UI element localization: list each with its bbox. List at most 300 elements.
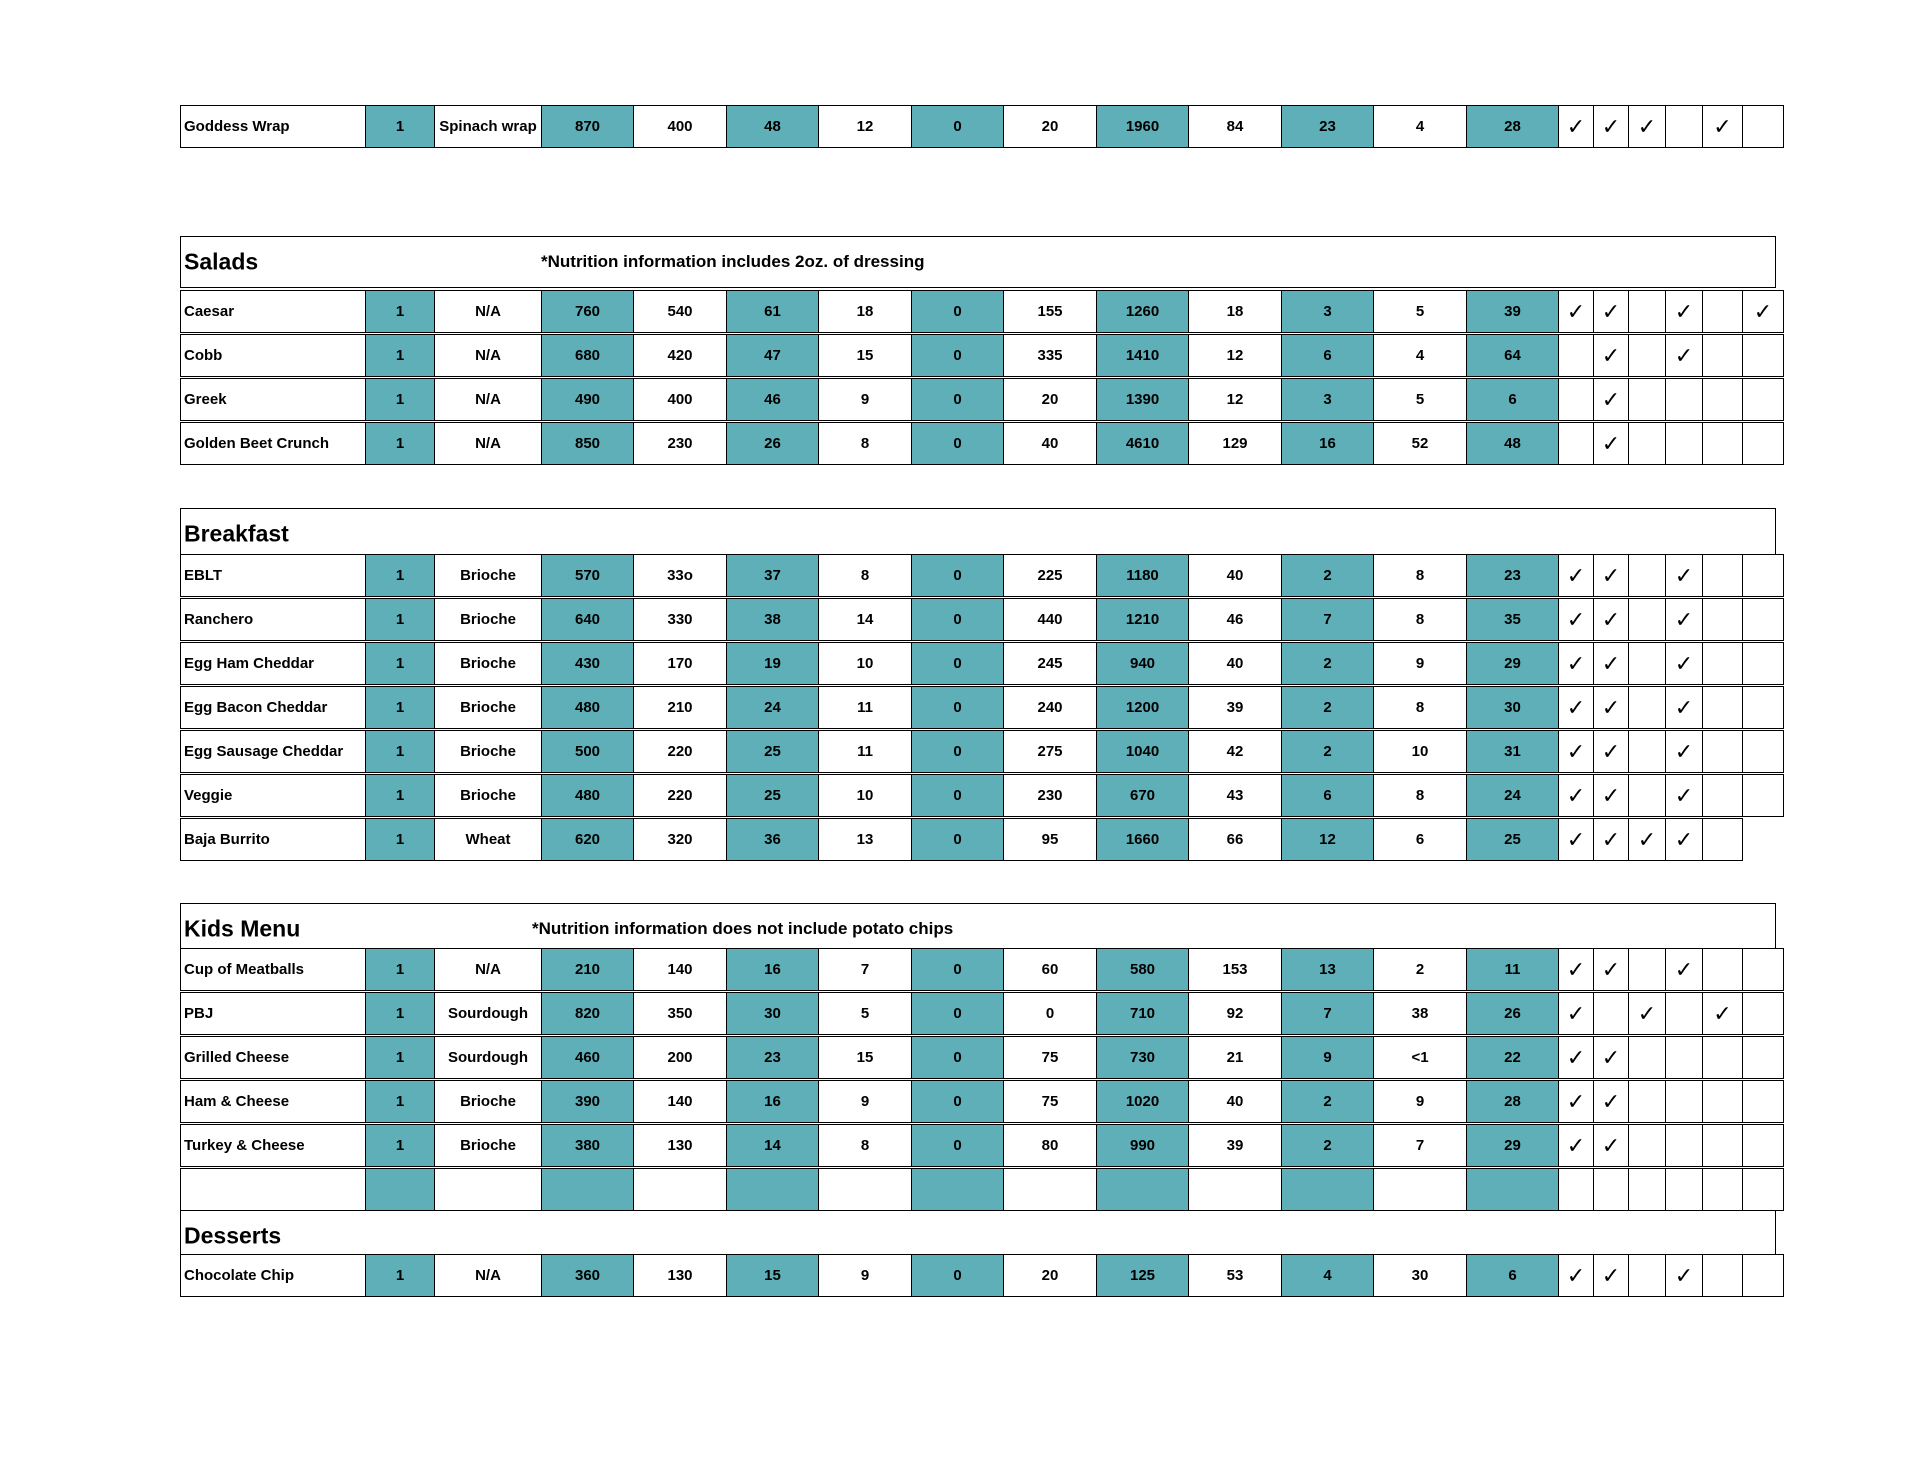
nutrition-value: 380 (541, 1124, 634, 1167)
table-row (180, 774, 1776, 817)
nutrition-value: 230 (633, 422, 727, 465)
nutrition-value: 420 (633, 334, 727, 377)
nutrition-value: 245 (1003, 642, 1097, 685)
check-empty (1742, 948, 1784, 991)
nutrition-value: 9 (1373, 1080, 1467, 1123)
nutrition-value: 680 (541, 334, 634, 377)
check-icon: ✓ (1593, 1036, 1629, 1079)
table-row (180, 948, 1776, 991)
item-name: Egg Ham Cheddar (180, 642, 366, 685)
check-empty (1558, 334, 1594, 377)
check-icon: ✓ (1593, 1254, 1629, 1297)
check-icon: ✓ (1628, 818, 1666, 861)
check-icon: ✓ (1593, 105, 1629, 148)
section-title: Desserts (184, 1222, 282, 1249)
nutrition-value: 130 (633, 1124, 727, 1167)
check-icon: ✓ (1593, 554, 1629, 597)
nutrition-value: 200 (633, 1036, 727, 1079)
nutrition-value: 25 (726, 774, 819, 817)
nutrition-value: 0 (911, 105, 1004, 148)
check-icon: ✓ (1665, 774, 1703, 817)
nutrition-value: 30 (726, 992, 819, 1035)
table-row (180, 1124, 1776, 1167)
nutrition-value: 8 (818, 554, 912, 597)
nutrition-value: 2 (1373, 948, 1467, 991)
check-icon: ✓ (1665, 730, 1703, 773)
nutrition-value: 31 (1466, 730, 1559, 773)
nutrition-value: 12 (1188, 378, 1282, 421)
section-note: *Nutrition information includes 2oz. of dressing (541, 252, 925, 271)
check-empty (1702, 554, 1743, 597)
bread-type: Spinach wrap (434, 105, 542, 148)
nutrition-value: 0 (911, 1036, 1004, 1079)
nutrition-value: 23 (726, 1036, 819, 1079)
nutrition-value: 10 (1373, 730, 1467, 773)
nutrition-value: 29 (1466, 642, 1559, 685)
nutrition-value: 2 (1281, 554, 1374, 597)
serving-qty: 1 (365, 334, 435, 377)
nutrition-value: 46 (1188, 598, 1282, 641)
table-row (180, 378, 1776, 421)
bread-type: Sourdough (434, 992, 542, 1035)
table-row (180, 105, 1776, 148)
nutrition-value: 220 (633, 774, 727, 817)
nutrition-value: 8 (1373, 774, 1467, 817)
serving-qty: 1 (365, 105, 435, 148)
bread-type: N/A (434, 334, 542, 377)
nutrition-value: 0 (911, 1124, 1004, 1167)
nutrition-value: 14 (726, 1124, 819, 1167)
check-empty (1702, 1168, 1743, 1211)
nutrition-value: 43 (1188, 774, 1282, 817)
nutrition-value: 10 (818, 642, 912, 685)
nutrition-value: 9 (818, 378, 912, 421)
nutrition-value: 500 (541, 730, 634, 773)
check-empty (1742, 642, 1784, 685)
check-empty (1702, 598, 1743, 641)
section-title: Salads (184, 248, 259, 275)
nutrition-value: 430 (541, 642, 634, 685)
nutrition-value: 0 (911, 290, 1004, 333)
nutrition-value: 3 (1281, 290, 1374, 333)
check-empty (1665, 105, 1703, 148)
check-icon: ✓ (1593, 1124, 1629, 1167)
check-empty (1742, 1080, 1784, 1123)
nutrition-value: 26 (1466, 992, 1559, 1035)
nutrition-value: 11 (818, 686, 912, 729)
check-icon: ✓ (1665, 554, 1703, 597)
check-empty (1742, 1168, 1784, 1211)
check-empty (1628, 1080, 1666, 1123)
check-empty (1702, 334, 1743, 377)
check-icon: ✓ (1665, 290, 1703, 333)
check-icon: ✓ (1742, 290, 1784, 333)
nutrition-value (911, 1168, 1004, 1211)
item-name: Baja Burrito (180, 818, 366, 861)
nutrition-value: 5 (818, 992, 912, 1035)
check-empty (1628, 422, 1666, 465)
check-icon: ✓ (1558, 1036, 1594, 1079)
nutrition-value: 46 (726, 378, 819, 421)
nutrition-value: 670 (1096, 774, 1189, 817)
check-empty (1593, 992, 1629, 1035)
nutrition-value: 480 (541, 686, 634, 729)
nutrition-value: 16 (1281, 422, 1374, 465)
nutrition-value: 390 (541, 1080, 634, 1123)
nutrition-value: 48 (1466, 422, 1559, 465)
nutrition-value: 480 (541, 774, 634, 817)
table-row (180, 422, 1776, 465)
nutrition-value: 19 (726, 642, 819, 685)
check-empty (1558, 1168, 1594, 1211)
table-row (180, 290, 1776, 333)
nutrition-value: 10 (818, 774, 912, 817)
nutrition-value: 0 (911, 642, 1004, 685)
nutrition-value: 1020 (1096, 1080, 1189, 1123)
table-row (180, 730, 1776, 773)
nutrition-value: 1390 (1096, 378, 1189, 421)
nutrition-value: 6 (1466, 1254, 1559, 1297)
nutrition-value: 9 (1373, 642, 1467, 685)
nutrition-value (1003, 1168, 1097, 1211)
nutrition-value (818, 1168, 912, 1211)
nutrition-value (1188, 1168, 1282, 1211)
check-icon: ✓ (1593, 948, 1629, 991)
nutrition-value: <1 (1373, 1036, 1467, 1079)
nutrition-value: 60 (1003, 948, 1097, 991)
nutrition-value: 1200 (1096, 686, 1189, 729)
check-icon: ✓ (1593, 378, 1629, 421)
nutrition-value: 48 (726, 105, 819, 148)
nutrition-value: 990 (1096, 1124, 1189, 1167)
check-icon: ✓ (1558, 774, 1594, 817)
check-empty (1702, 686, 1743, 729)
table-row (180, 686, 1776, 729)
check-empty (1742, 598, 1784, 641)
salads-header (180, 236, 1776, 288)
bread-type: Brioche (434, 730, 542, 773)
check-empty (1702, 290, 1743, 333)
nutrition-value: 0 (911, 422, 1004, 465)
nutrition-value: 0 (911, 334, 1004, 377)
nutrition-value: 320 (633, 818, 727, 861)
check-icon: ✓ (1665, 1254, 1703, 1297)
check-empty (1628, 554, 1666, 597)
nutrition-value: 23 (1281, 105, 1374, 148)
table-row (180, 1254, 1776, 1297)
nutrition-value: 9 (1281, 1036, 1374, 1079)
bread-type: Wheat (434, 818, 542, 861)
check-icon: ✓ (1558, 554, 1594, 597)
bread-type: Brioche (434, 774, 542, 817)
bread-type: N/A (434, 948, 542, 991)
nutrition-value: 39 (1188, 686, 1282, 729)
check-empty (1628, 1168, 1666, 1211)
check-empty (1628, 948, 1666, 991)
check-empty (1742, 422, 1784, 465)
nutrition-value: 47 (726, 334, 819, 377)
nutrition-value: 7 (1373, 1124, 1467, 1167)
nutrition-value: 125 (1096, 1254, 1189, 1297)
nutrition-value: 210 (541, 948, 634, 991)
item-name: Ranchero (180, 598, 366, 641)
check-icon: ✓ (1593, 1080, 1629, 1123)
bread-type: Brioche (434, 686, 542, 729)
check-empty (1665, 378, 1703, 421)
nutrition-value: 33o (633, 554, 727, 597)
table-row (180, 642, 1776, 685)
nutrition-value: 12 (818, 105, 912, 148)
bread-type: N/A (434, 290, 542, 333)
nutrition-value: 0 (911, 774, 1004, 817)
check-icon: ✓ (1593, 334, 1629, 377)
serving-qty: 1 (365, 422, 435, 465)
check-empty (1742, 992, 1784, 1035)
check-icon: ✓ (1702, 105, 1743, 148)
nutrition-value: 1180 (1096, 554, 1189, 597)
nutrition-value: 40 (1188, 1080, 1282, 1123)
check-empty (1742, 378, 1784, 421)
nutrition-value: 8 (818, 422, 912, 465)
nutrition-value: 39 (1188, 1124, 1282, 1167)
check-empty (1702, 1080, 1743, 1123)
nutrition-value: 38 (726, 598, 819, 641)
nutrition-value: 2 (1281, 1124, 1374, 1167)
nutrition-value: 170 (633, 642, 727, 685)
bread-type: N/A (434, 1254, 542, 1297)
check-empty (1702, 818, 1743, 861)
serving-qty: 1 (365, 948, 435, 991)
nutrition-value: 40 (1188, 642, 1282, 685)
nutrition-value: 18 (1188, 290, 1282, 333)
serving-qty: 1 (365, 1080, 435, 1123)
nutrition-value: 7 (1281, 992, 1374, 1035)
item-name: Goddess Wrap (180, 105, 366, 148)
check-empty (1628, 1036, 1666, 1079)
check-empty (1702, 422, 1743, 465)
check-empty (1742, 774, 1784, 817)
nutrition-value: 5 (1373, 378, 1467, 421)
serving-qty: 1 (365, 1124, 435, 1167)
serving-qty: 1 (365, 818, 435, 861)
nutrition-value: 1210 (1096, 598, 1189, 641)
nutrition-value (1466, 1168, 1559, 1211)
item-name: Grilled Cheese (180, 1036, 366, 1079)
nutrition-value: 0 (911, 992, 1004, 1035)
check-empty (1702, 378, 1743, 421)
table-row (180, 1080, 1776, 1123)
bread-type: Brioche (434, 642, 542, 685)
check-empty (1665, 1124, 1703, 1167)
bread-type: Sourdough (434, 1036, 542, 1079)
nutrition-value: 15 (818, 1036, 912, 1079)
item-name: PBJ (180, 992, 366, 1035)
nutrition-value: 360 (541, 1254, 634, 1297)
check-icon: ✓ (1665, 642, 1703, 685)
check-empty (1665, 992, 1703, 1035)
table-row (180, 818, 1776, 861)
nutrition-value: 350 (633, 992, 727, 1035)
nutrition-value: 24 (1466, 774, 1559, 817)
check-empty (1593, 1168, 1629, 1211)
nutrition-value: 75 (1003, 1080, 1097, 1123)
section-title: Kids Menu (184, 915, 301, 942)
nutrition-value: 15 (818, 334, 912, 377)
nutrition-value: 9 (818, 1080, 912, 1123)
nutrition-value: 0 (911, 948, 1004, 991)
nutrition-value: 21 (1188, 1036, 1282, 1079)
nutrition-value: 40 (1003, 422, 1097, 465)
nutrition-value: 0 (911, 378, 1004, 421)
serving-qty: 1 (365, 642, 435, 685)
check-empty (1742, 334, 1784, 377)
check-icon: ✓ (1558, 1254, 1594, 1297)
check-icon: ✓ (1665, 948, 1703, 991)
check-empty (1702, 1036, 1743, 1079)
check-icon: ✓ (1628, 105, 1666, 148)
nutrition-value: 26 (726, 422, 819, 465)
nutrition-value: 20 (1003, 105, 1097, 148)
nutrition-value: 8 (1373, 686, 1467, 729)
nutrition-value: 6 (1281, 774, 1374, 817)
nutrition-value: 440 (1003, 598, 1097, 641)
nutrition-value: 23 (1466, 554, 1559, 597)
nutrition-value: 4610 (1096, 422, 1189, 465)
nutrition-value: 13 (1281, 948, 1374, 991)
nutrition-value (726, 1168, 819, 1211)
nutrition-value: 42 (1188, 730, 1282, 773)
nutrition-value: 570 (541, 554, 634, 597)
check-icon: ✓ (1558, 686, 1594, 729)
item-name: Veggie (180, 774, 366, 817)
nutrition-value: 130 (633, 1254, 727, 1297)
nutrition-value: 7 (1281, 598, 1374, 641)
check-icon: ✓ (1665, 686, 1703, 729)
check-icon: ✓ (1593, 642, 1629, 685)
nutrition-value: 9 (818, 1254, 912, 1297)
check-icon: ✓ (1665, 818, 1703, 861)
nutrition-value (1096, 1168, 1189, 1211)
nutrition-value: 5 (1373, 290, 1467, 333)
serving-qty: 1 (365, 1036, 435, 1079)
nutrition-value: 20 (1003, 378, 1097, 421)
check-empty (1628, 598, 1666, 641)
nutrition-value: 129 (1188, 422, 1282, 465)
item-name: Caesar (180, 290, 366, 333)
serving-qty: 1 (365, 992, 435, 1035)
check-icon: ✓ (1558, 992, 1594, 1035)
check-icon: ✓ (1593, 686, 1629, 729)
nutrition-value: 39 (1466, 290, 1559, 333)
item-name: Egg Bacon Cheddar (180, 686, 366, 729)
nutrition-value: 38 (1373, 992, 1467, 1035)
check-empty (1742, 1036, 1784, 1079)
nutrition-value: 760 (541, 290, 634, 333)
check-icon: ✓ (1558, 290, 1594, 333)
nutrition-value: 0 (911, 818, 1004, 861)
nutrition-value: 2 (1281, 1080, 1374, 1123)
blank-row (180, 1168, 1776, 1211)
nutrition-value: 0 (911, 598, 1004, 641)
item-name: Turkey & Cheese (180, 1124, 366, 1167)
check-empty (1665, 422, 1703, 465)
bread-type (434, 1168, 542, 1211)
bread-type: Brioche (434, 1124, 542, 1167)
check-icon: ✓ (1593, 818, 1629, 861)
nutrition-value: 155 (1003, 290, 1097, 333)
nutrition-value: 20 (1003, 1254, 1097, 1297)
nutrition-value: 4 (1373, 334, 1467, 377)
nutrition-value: 12 (1188, 334, 1282, 377)
nutrition-value: 25 (726, 730, 819, 773)
nutrition-value: 66 (1188, 818, 1282, 861)
nutrition-value: 240 (1003, 686, 1097, 729)
nutrition-value (1373, 1168, 1467, 1211)
check-icon: ✓ (1558, 642, 1594, 685)
nutrition-value: 2 (1281, 730, 1374, 773)
check-empty (1702, 1124, 1743, 1167)
table-row (180, 598, 1776, 641)
nutrition-value: 95 (1003, 818, 1097, 861)
nutrition-value: 275 (1003, 730, 1097, 773)
nutrition-value: 540 (633, 290, 727, 333)
check-empty (1558, 378, 1594, 421)
nutrition-value: 8 (1373, 554, 1467, 597)
check-icon: ✓ (1665, 334, 1703, 377)
item-name (180, 1168, 366, 1211)
table-row (180, 554, 1776, 597)
check-icon: ✓ (1558, 730, 1594, 773)
nutrition-value: 64 (1466, 334, 1559, 377)
nutrition-value: 28 (1466, 1080, 1559, 1123)
nutrition-value (541, 1168, 634, 1211)
check-icon: ✓ (1558, 1080, 1594, 1123)
check-icon: ✓ (1702, 992, 1743, 1035)
nutrition-value: 640 (541, 598, 634, 641)
nutrition-value: 30 (1466, 686, 1559, 729)
table-row (180, 1036, 1776, 1079)
nutrition-value: 52 (1373, 422, 1467, 465)
nutrition-value: 0 (911, 1254, 1004, 1297)
nutrition-value: 35 (1466, 598, 1559, 641)
serving-qty: 1 (365, 598, 435, 641)
nutrition-value: 13 (818, 818, 912, 861)
check-empty (1628, 686, 1666, 729)
check-empty (1742, 1254, 1784, 1297)
item-name: Golden Beet Crunch (180, 422, 366, 465)
serving-qty: 1 (365, 730, 435, 773)
serving-qty: 1 (365, 554, 435, 597)
nutrition-value: 400 (633, 378, 727, 421)
check-empty (1742, 1124, 1784, 1167)
check-empty (1702, 774, 1743, 817)
nutrition-value: 3 (1281, 378, 1374, 421)
nutrition-value: 30 (1373, 1254, 1467, 1297)
nutrition-value: 14 (818, 598, 912, 641)
check-icon: ✓ (1558, 105, 1594, 148)
nutrition-value: 820 (541, 992, 634, 1035)
nutrition-value: 1410 (1096, 334, 1189, 377)
nutrition-value: 12 (1281, 818, 1374, 861)
check-icon: ✓ (1593, 422, 1629, 465)
serving-qty (365, 1168, 435, 1211)
nutrition-value: 870 (541, 105, 634, 148)
nutrition-value: 335 (1003, 334, 1097, 377)
nutrition-value: 490 (541, 378, 634, 421)
nutrition-value: 84 (1188, 105, 1282, 148)
section-note: *Nutrition information does not include potato chips (532, 919, 954, 938)
check-icon: ✓ (1558, 948, 1594, 991)
